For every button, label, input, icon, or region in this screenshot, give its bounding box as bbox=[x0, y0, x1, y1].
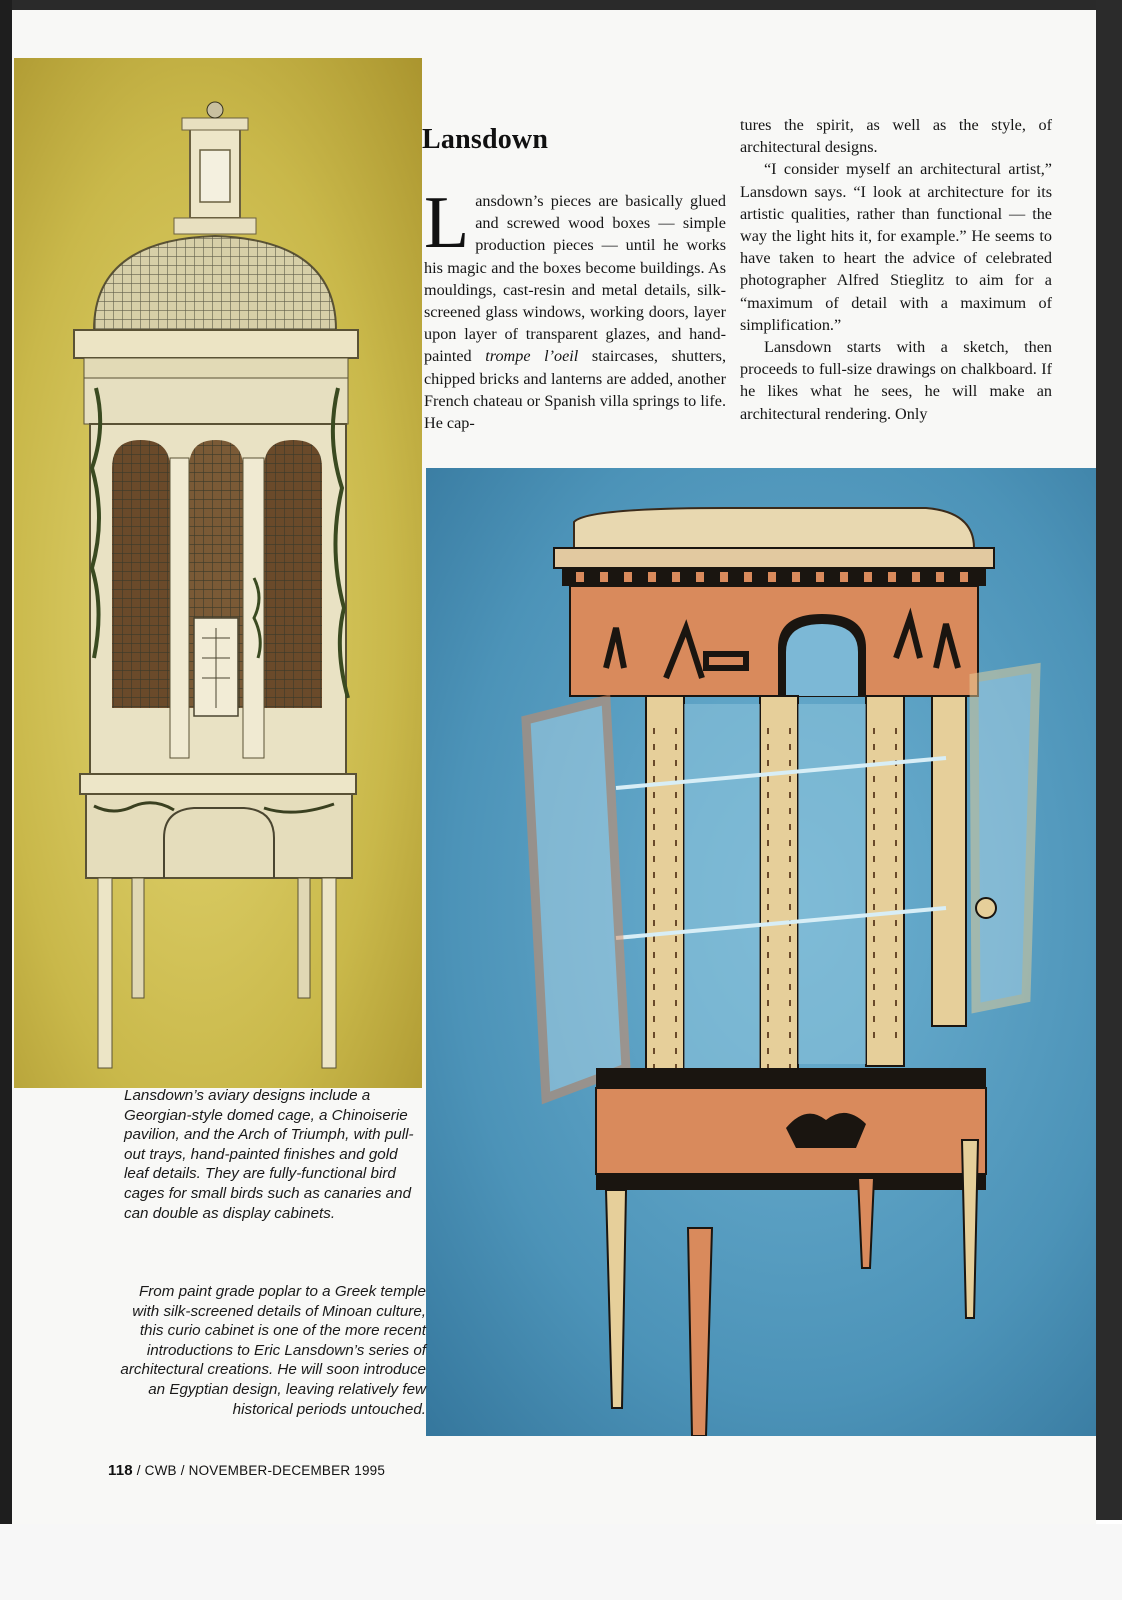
aviary-caption: Lansdown’s aviary designs include a Georgian-style domed cage, a Chinoiserie pavilion, and the Arch of Triumph, with pull-out trays, hand-painted finishes and gold leaf details. They are fully-functional bird cages for small birds such as canaries and can double as display cabinets. bbox=[124, 1087, 414, 1222]
article-title: Lansdown bbox=[422, 124, 549, 155]
scan-bottom-margin bbox=[0, 1524, 1122, 1600]
scan-border-right bbox=[1096, 0, 1122, 1520]
curio-caption: From paint grade poplar to a Greek temple with silk-screened details of Minoan culture, this curio cabinet is one of the more recent introductions to Eric Lansdown’s series of architectural creations. He will soon introduce an Egyptian design, leaving relatively few historical periods untouched. bbox=[120, 1283, 426, 1418]
magazine-page bbox=[12, 10, 1096, 1524]
page-number: 118 bbox=[108, 1462, 133, 1479]
publication-line: / CWB / NOVEMBER-DECEMBER 1995 bbox=[136, 1463, 386, 1478]
italic-phrase: trompe l’oeil bbox=[485, 347, 579, 366]
drop-cap: L bbox=[424, 182, 470, 264]
curio-cabinet-photo bbox=[426, 468, 1096, 1436]
paragraph: Lansdown starts with a sketch, then proceeds to full-size drawings on chalkboard. If he likes what he sees, he will make an architectural rendering. Only bbox=[740, 338, 1052, 423]
page-folio bbox=[108, 1462, 385, 1479]
paragraph: tures the spirit, as well as the style, of architectural designs. bbox=[740, 116, 1052, 157]
aviary-cage-photo bbox=[14, 58, 422, 1088]
column-1-text: ansdown’s pieces are basically glued and screwed wood boxes — simple production pieces — until he works his magic and the boxes become buildings. As mouldings, cast-resin and metal details, silk-screened glass windows, working doors, layer upon layer of transparent glazes, and hand-painted bbox=[424, 192, 726, 366]
paragraph: “I consider myself an architectural artist,” Lansdown says. “I look at architecture for its artistic qualities, rather than functional — the way the light hits it, for example.” He seems to have taken to heart the advice of celebrated photographer Alfred Stieglitz to aim for a “maximum of detail with a maximum of simplification.” bbox=[740, 160, 1052, 334]
column-1-text-end: staircases, shutters, chipped bricks and lanterns are added, another French chateau or Spanish villa springs to life. He cap- bbox=[424, 347, 726, 433]
article-column-1 bbox=[424, 182, 726, 434]
scan-border-left bbox=[0, 0, 12, 1526]
article-column-2 bbox=[740, 114, 1052, 425]
